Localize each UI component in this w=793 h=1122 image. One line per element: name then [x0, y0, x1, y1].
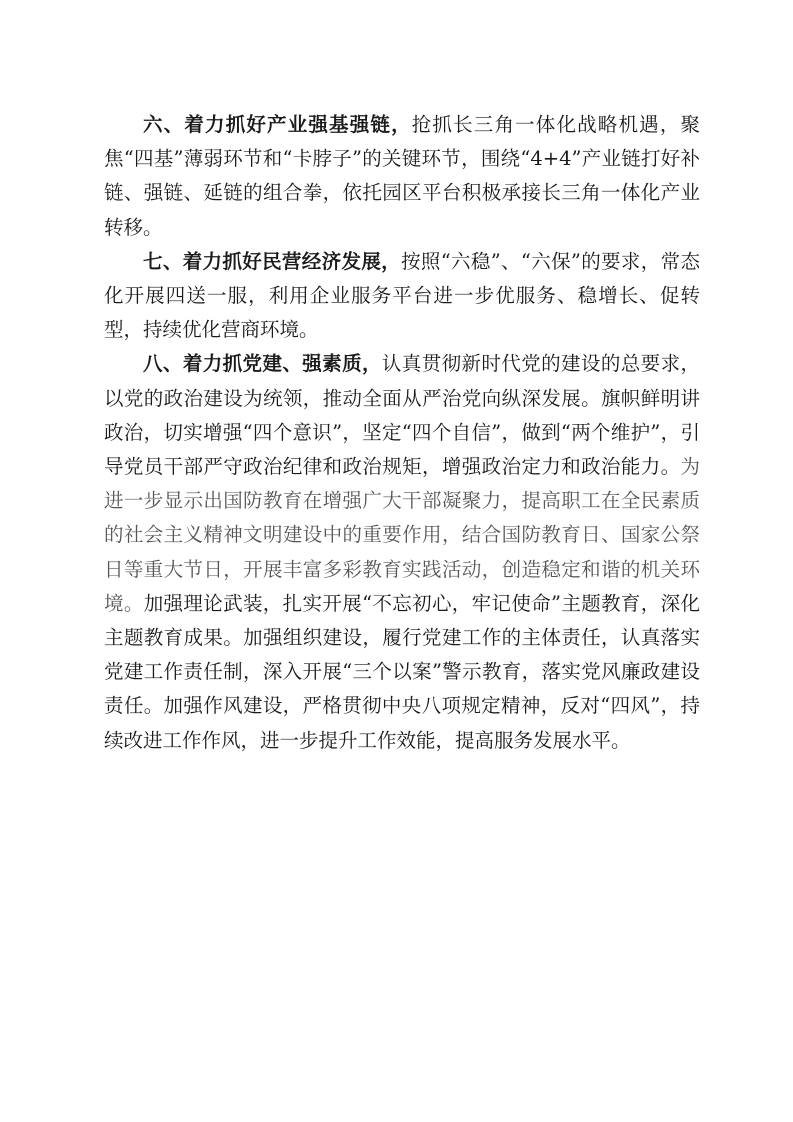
paragraph-heading: 七、着力抓好民营经济发展， — [143, 249, 402, 273]
paragraph-text: 认真贯彻新时代党的建设的总要求，以党的政治建设为统领，推动全面从严治党向纵深发展。旗帜鲜明讲政治，切实增强“四个意识”，坚定“四个自信”，做到“两个维护”，引导党员干部严守政治纪律和政治规矩，增强政治定力和政治能力。 — [104, 352, 700, 479]
paragraph-text: 按照“六稳”、“六保”的要求，常态化开展四送一服，利用企业服务平台进一步优服务、稳增长、促转型，持续优化营商环境。 — [104, 249, 700, 342]
paragraph-party-building — [104, 347, 700, 757]
paragraph-text-national-defense: 为进一步显示出国防教育在增强广大干部凝聚力，提高职工在全民素质的社会主义精神文明建设中的重要作用，结合国防教育日、国家公祭日等重大节日，开展丰富多彩教育实践活动，创造稳定和谐的机关环境。 — [104, 455, 700, 615]
paragraph-heading: 八、着力抓党建、强素质， — [143, 352, 382, 376]
document-body — [104, 108, 700, 758]
paragraph-text: 加强理论武装，扎实开展“不忘初心，牢记使命”主题教育，深化主题教育成果。加强组织建设，履行党建工作的主体责任，认真落实党建工作责任制，深入开展“三个以案”警示教育，落实党风廉政建设责任。加强作风建设，严格贯彻中央八项规定精神，反对“四风”，持续改进工作作风，进一步提升工作效能，提高服务发展水平。 — [104, 591, 700, 752]
paragraph-heading: 六、着力抓好产业强基强链， — [143, 113, 412, 136]
paragraph-private-economy — [104, 245, 700, 348]
paragraph-industry — [104, 108, 700, 245]
paragraph-text: 抢抓长三角一体化战略机遇，聚焦“四基”薄弱环节和“卡脖子”的关键环节，围绕“4+4”产业链打好补链、强链、延链的组合拳，依托园区平台积极承接长三角一体化产业转移。 — [104, 113, 700, 239]
